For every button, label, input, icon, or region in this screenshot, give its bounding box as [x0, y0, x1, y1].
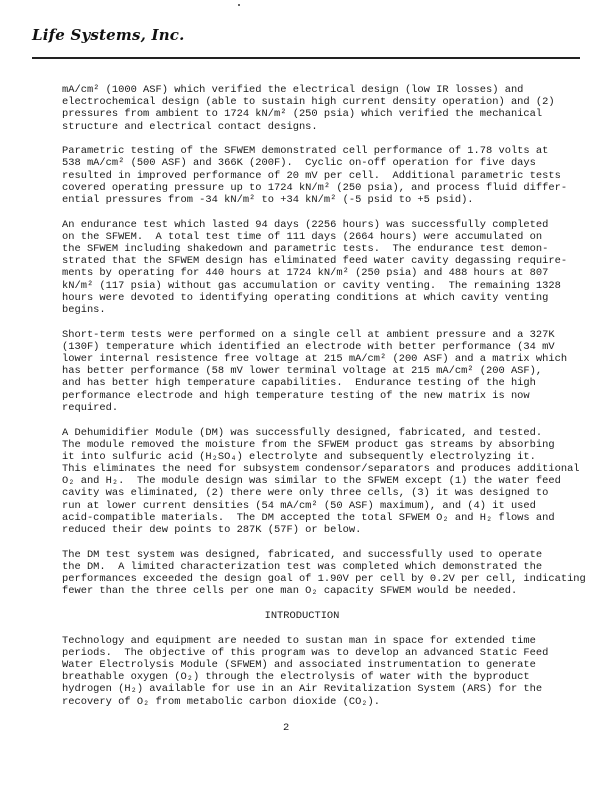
text-line: The module removed the moisture from the SFWEM product gas streams by absorbing [62, 438, 555, 451]
text-line: recovery of O₂ from metabolic carbon dioxide (CO₂). [62, 695, 381, 708]
text-line: Water Electrolysis Module (SFWEM) and associated instrumentation to generate [62, 659, 536, 671]
text-line: resulted in improved performance of 20 mV per cell. Additional parametric tests [62, 169, 561, 182]
scan-speck [238, 4, 240, 6]
text-line: on the SFWEM. A total test time of 111 days (2664 hours) were accumulated on [62, 230, 543, 243]
page-number: 2 [283, 722, 290, 734]
text-line: cavity was eliminated, (2) there were only three cells, (3) it was designed to [62, 487, 549, 500]
text-line: The DM test system was designed, fabricated, and successfully used to operate [62, 548, 543, 561]
text-line: reduced their dew points to 287K (57F) or below. [62, 524, 362, 536]
text-line: begins. [62, 304, 106, 316]
paragraph-parametric-testing [62, 145, 582, 206]
text-line: mA/cm² (1000 ASF) which verified the electrical design (low IR losses) and [62, 84, 524, 96]
text-line: required. [62, 401, 119, 414]
text-line: (130F) temperature which identified an electrode with better performance (34 mV [62, 340, 555, 353]
text-line: pressures from ambient to 1724 kN/m² (250 psia) which verified the mechanical [62, 108, 543, 121]
text-line: An endurance test which lasted 94 days (2256 hours) was successfully completed [62, 218, 549, 231]
text-line: periods. The objective of this program was to develop an advanced Static Feed [62, 646, 549, 659]
text-line: lower internal resistence free voltage at 215 mA/cm² (200 ASF) and a matrix which [62, 353, 568, 366]
text-line: electrochemical design (able to sustain high current density operation) and (2) [62, 96, 555, 109]
paragraph-ir-losses [62, 84, 582, 133]
text-line: performances exceeded the design goal of 1.90V per cell by 0.2V per cell, indicating [62, 573, 586, 586]
text-line: Short-term tests were performed on a single cell at ambient pressure and a 327K [62, 328, 555, 341]
text-line: hydrogen (H₂) available for use in an Air Revitalization System (ARS) for the [62, 683, 543, 696]
text-line: kN/m² (117 psia) without gas accumulation or cavity venting. The remaining 1328 [62, 279, 561, 292]
text-line: structure and electrical contact designs. [62, 120, 318, 133]
document-body [62, 84, 586, 708]
text-line: A Dehumidifier Module (DM) was successfully designed, fabricated, and tested. [62, 426, 543, 439]
text-line: ential pressures from -34 kN/m² to +34 kN/m² (-5 psid to +5 psid). [62, 194, 474, 206]
company-logo: Life Systems, Inc. [32, 26, 185, 44]
text-line: breathable oxygen (O₂) through the electrolysis of water with the byproduct [62, 671, 530, 684]
text-line: it into sulfuric acid (H₂SO₄) electrolyte and subsequently electrolyzing it. [62, 450, 536, 463]
text-line: O₂ and H₂. The module design was similar to the SFWEM except (1) the water feed [62, 475, 561, 488]
text-line: fewer than the three cells per one man O₂ capacity SFWEM would be needed. [62, 585, 518, 598]
paragraph-dm-test-system [62, 548, 586, 598]
paragraph-introduction [62, 635, 582, 708]
section-heading-introduction: INTRODUCTION [264, 609, 340, 622]
text-line: run at lower current densities (54 mA/cm² (50 ASF) maximum), and (4) it used [62, 499, 536, 512]
text-line: acid-compatible materials. The DM accepted the total SFWEM O₂ and H₂ flows and [62, 511, 555, 524]
paragraph-dehumidifier-module [62, 427, 582, 537]
text-line: hours were devoted to identifying operating conditions at which cavity venting [62, 291, 549, 304]
text-line: performance electrode and high temperature testing of the new matrix is now [62, 389, 530, 402]
text-line: Parametric testing of the SFWEM demonstrated cell performance of 1.78 volts at [62, 145, 549, 158]
text-line: the SFWEM including shakedown and parametric tests. The endurance test demon- [62, 243, 549, 256]
header-rule [32, 57, 580, 59]
text-line: the DM. A limited characterization test was completed which demonstrated the [62, 560, 543, 573]
text-line: ments by operating for 440 hours at 1724 kN/m² (250 psia) and 488 hours at 807 [62, 267, 549, 280]
text-line: This eliminates the need for subsystem condensor/separators and produces additional [62, 463, 580, 476]
text-line: covered operating pressure up to 1724 kN/m² (250 psia), and process fluid differ- [62, 181, 568, 194]
text-line: Technology and equipment are needed to sustan man in space for extended time [62, 634, 536, 647]
text-line: has better performance (58 mV lower terminal voltage at 215 mA/cm² (200 ASF), [62, 365, 543, 378]
text-line: and has better high temperature capabilities. Endurance testing of the high [62, 377, 536, 390]
text-line: strated that the SFWEM design has eliminated feed water cavity degassing require- [62, 255, 568, 268]
paragraph-endurance-test [62, 219, 582, 317]
paragraph-short-term-tests [62, 329, 582, 414]
text-line: 538 mA/cm² (500 ASF) and 366K (200F). Cyclic on-off operation for five days [62, 157, 536, 170]
